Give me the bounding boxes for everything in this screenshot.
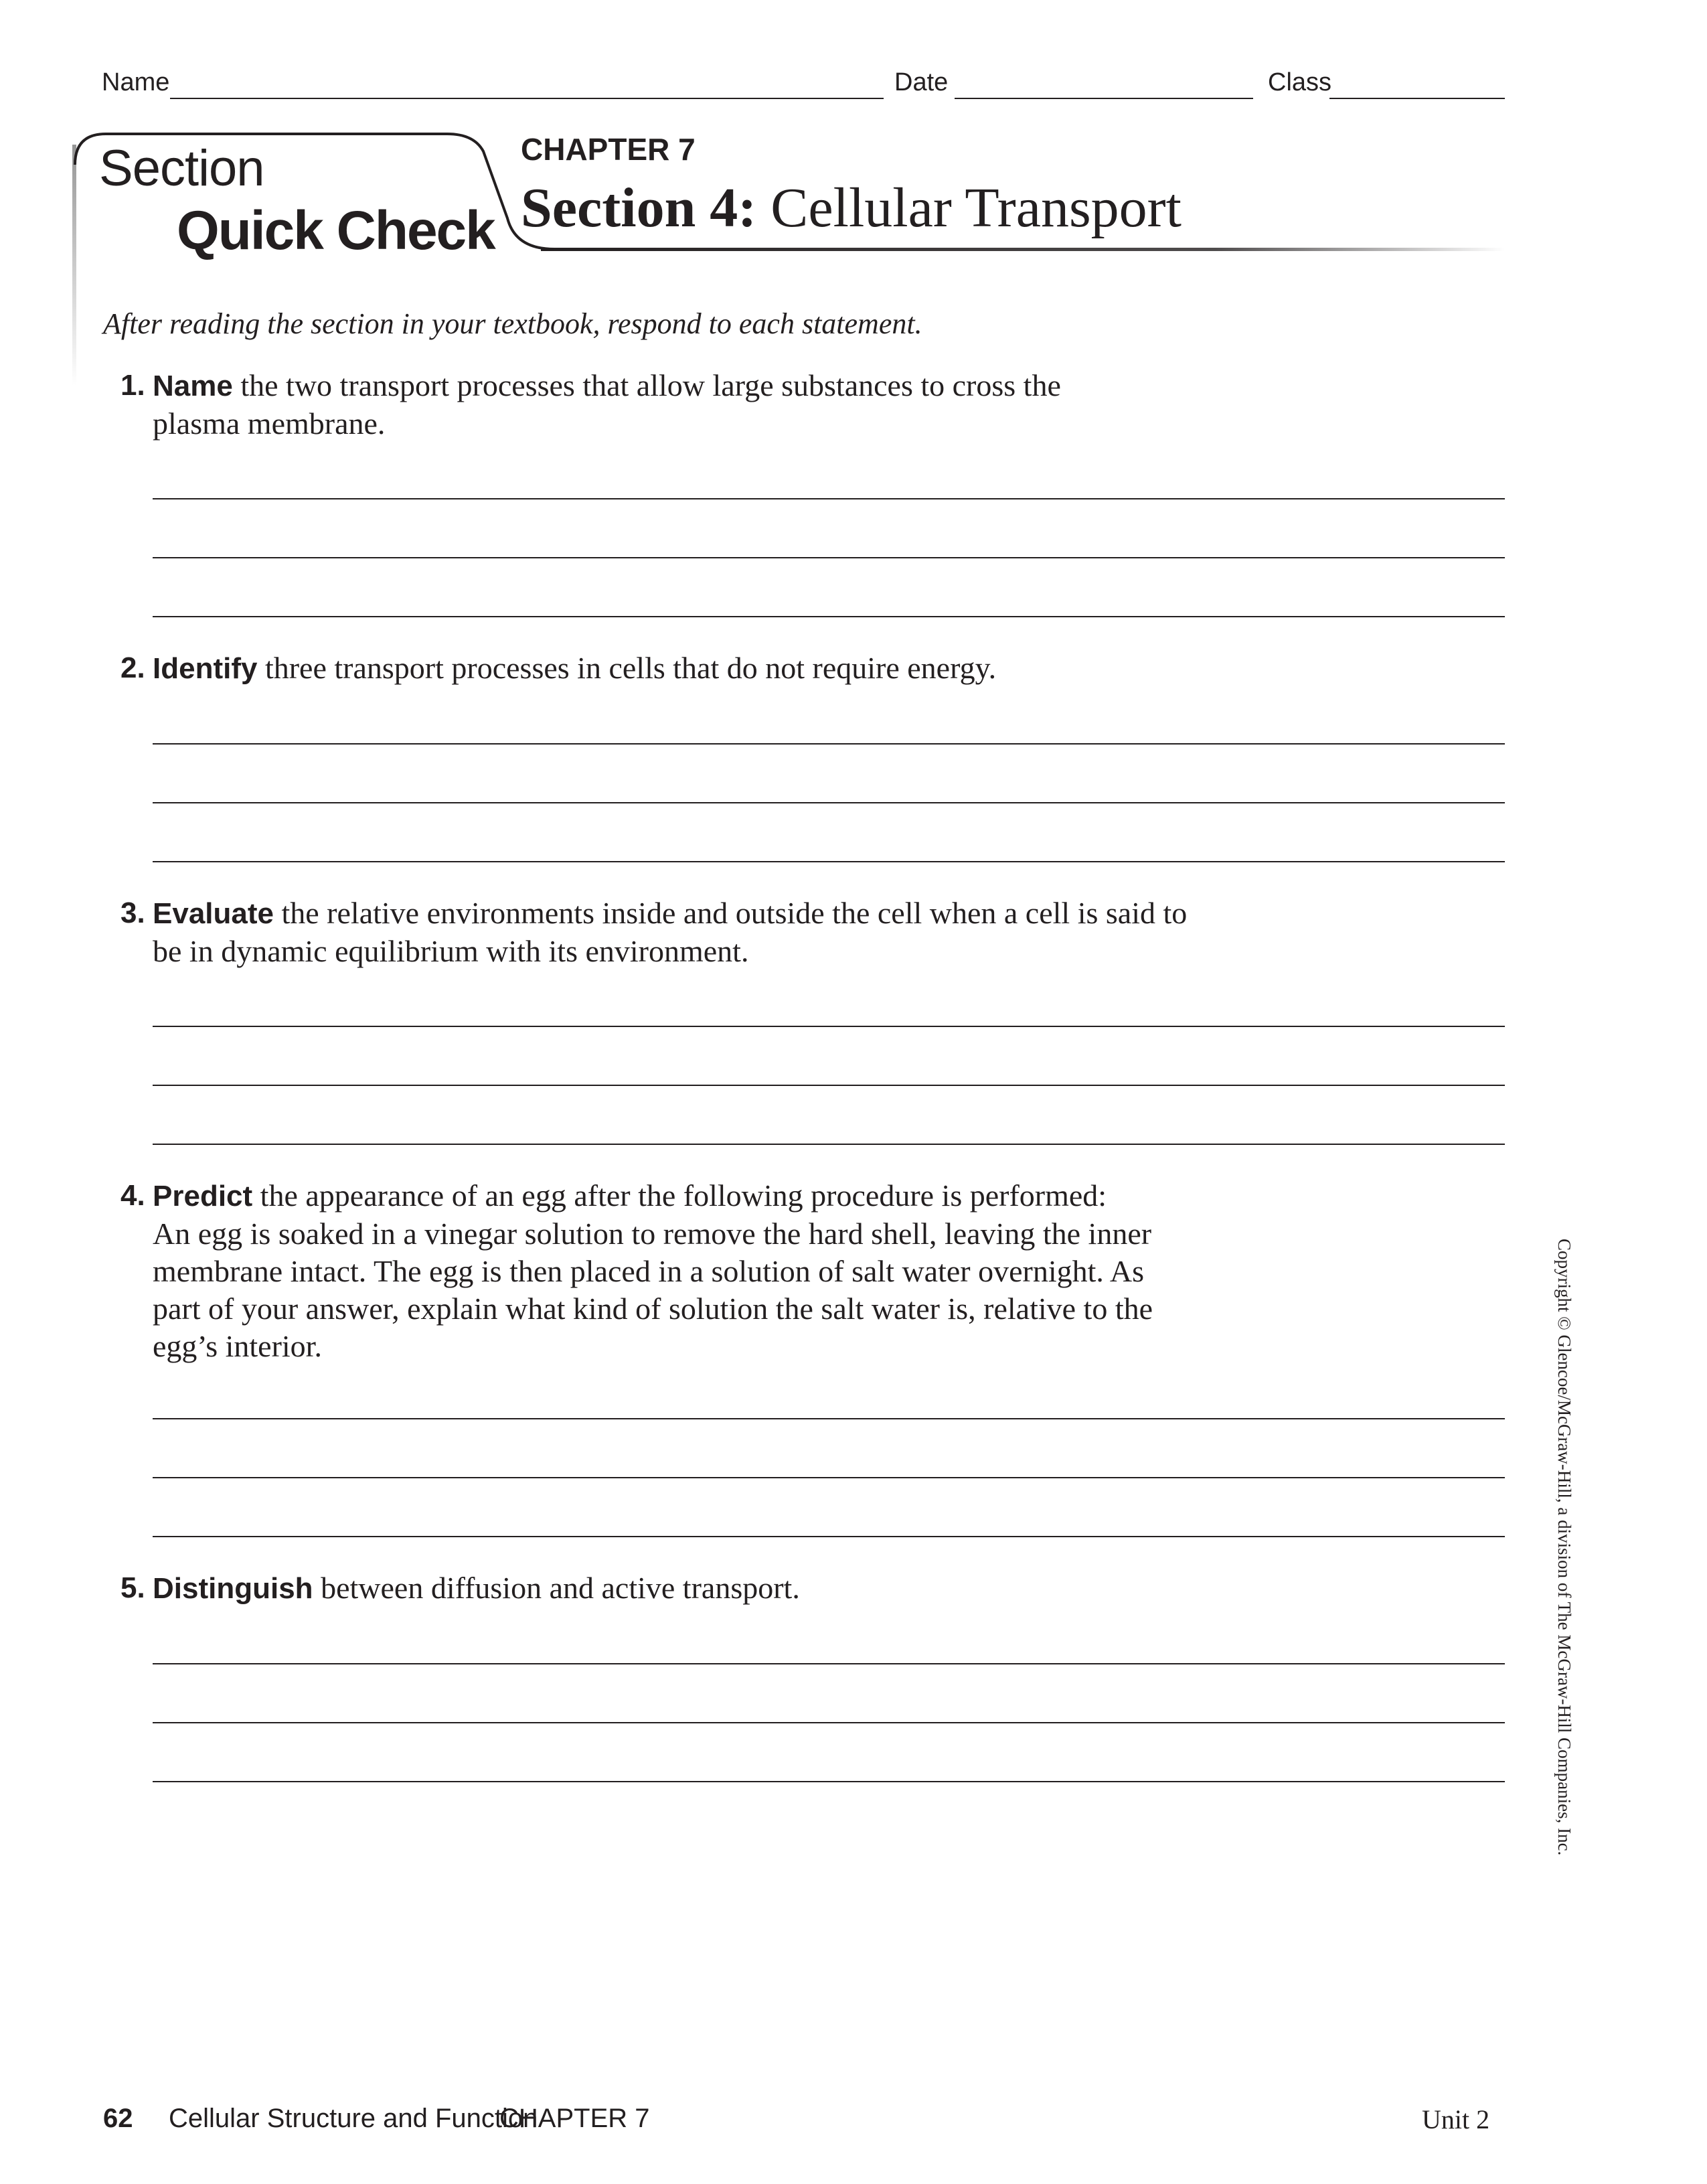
footer-chapter: CHAPTER 7 [499, 2104, 650, 2133]
answer-line[interactable] [153, 1663, 1505, 1664]
question-text-line: An egg is soaked in a vinegar solution to remove the hard shell, leaving the inner [153, 1217, 1152, 1251]
question-keyword: Identify [153, 652, 258, 685]
section-number: Section 4: [521, 177, 757, 239]
class-field[interactable] [1329, 98, 1505, 99]
answer-line[interactable] [153, 802, 1505, 803]
question-keyword: Evaluate [153, 897, 274, 930]
section-label: Section [99, 140, 264, 197]
answer-line[interactable] [153, 1085, 1505, 1086]
question-text-line: be in dynamic equilibrium with its environment. [153, 934, 749, 968]
question-text-line: three transport processes in cells that do not require energy. [264, 651, 997, 685]
name-label: Name [102, 68, 170, 96]
question-text-line: plasma membrane. [153, 406, 386, 441]
copyright-notice: Copyright © Glencoe/McGraw-Hill, a division of The McGraw-Hill Companies, Inc. [1554, 1239, 1574, 1856]
question-keyword: Distinguish [153, 1572, 313, 1605]
answer-line[interactable] [153, 498, 1505, 499]
question-text-line: egg’s interior. [153, 1329, 322, 1363]
question-keyword: Predict [153, 1180, 253, 1213]
answer-line[interactable] [153, 743, 1505, 745]
answer-line[interactable] [153, 1722, 1505, 1723]
date-field[interactable] [955, 98, 1253, 99]
chapter-label: CHAPTER 7 [521, 132, 696, 167]
answer-line[interactable] [153, 1536, 1505, 1537]
question-text-line: the relative environments inside and outside the cell when a cell is said to [281, 896, 1188, 930]
question-text-line: the two transport processes that allow large substances to cross the [240, 368, 1061, 402]
answer-line[interactable] [153, 1781, 1505, 1782]
footer-book-title: Cellular Structure and Function [169, 2104, 538, 2133]
question-text-line: part of your answer, explain what kind of solution the salt water is, relative to the [153, 1292, 1153, 1326]
answer-line[interactable] [153, 616, 1505, 617]
quick-check-label: Quick Check [177, 200, 495, 261]
question-number: 1. [120, 369, 145, 402]
class-label: Class [1268, 68, 1332, 96]
question-number: 3. [120, 896, 145, 929]
section-title [521, 175, 1182, 240]
page-number: 62 [103, 2104, 133, 2133]
date-label: Date [894, 68, 949, 96]
answer-line[interactable] [153, 1477, 1505, 1478]
answer-line[interactable] [153, 1026, 1505, 1027]
question-number: 2. [120, 651, 145, 684]
answer-line[interactable] [153, 1418, 1505, 1419]
question-text-line: the appearance of an egg after the following procedure is performed: [260, 1178, 1107, 1213]
question-number: 5. [120, 1571, 145, 1604]
section-name: Cellular Transport [770, 177, 1182, 239]
question-text-line: between diffusion and active transport. [321, 1571, 800, 1605]
question-text-line: membrane intact. The egg is then placed in a solution of salt water overnight. As [153, 1254, 1144, 1288]
answer-line[interactable] [153, 861, 1505, 862]
question-keyword: Name [153, 370, 233, 402]
question-number: 4. [120, 1179, 145, 1212]
answer-line[interactable] [153, 557, 1505, 558]
name-field[interactable] [170, 98, 884, 99]
footer-unit: Unit 2 [1422, 2104, 1490, 2134]
answer-line[interactable] [153, 1144, 1505, 1145]
instructions: After reading the section in your textbook, respond to each statement. [103, 307, 922, 340]
